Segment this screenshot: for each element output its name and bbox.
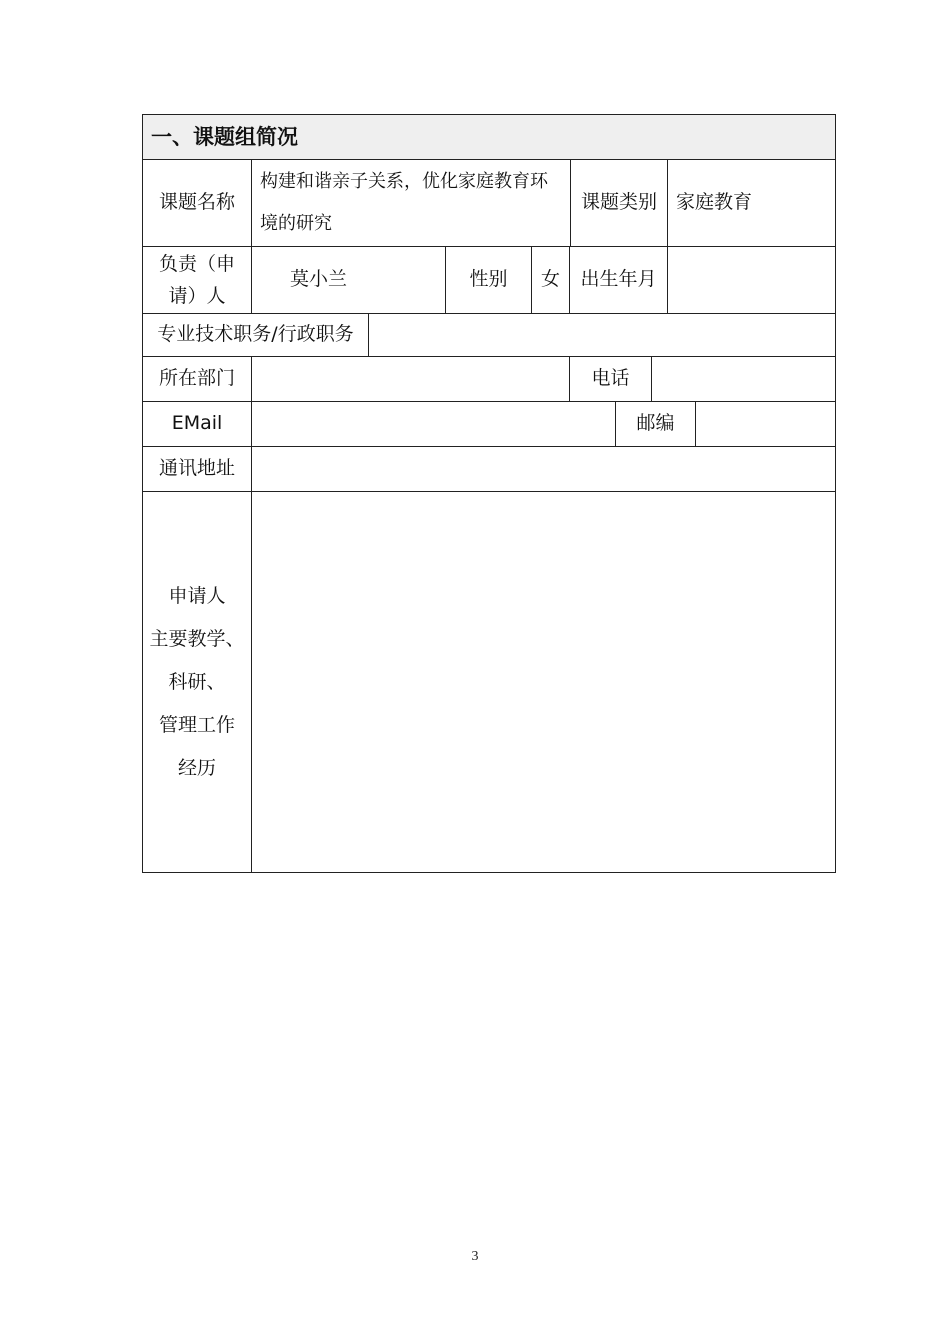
- phone-label-cell: [569, 356, 652, 402]
- birth-label-cell: [569, 246, 668, 314]
- page-number: 3: [471, 1249, 479, 1264]
- phone-field[interactable]: [651, 356, 836, 402]
- professional-title-label: 专业技术职务/行政职务: [157, 323, 354, 346]
- gender-label-cell: [445, 246, 532, 314]
- project-category-value: 家庭教育: [676, 191, 753, 214]
- email-label-cell: [142, 401, 252, 447]
- address-label-cell: [142, 446, 252, 492]
- project-name-label: 课题名称: [158, 191, 235, 214]
- address-label: 通讯地址: [158, 457, 235, 480]
- experience-label-line: 管理工作: [158, 713, 235, 736]
- department-field[interactable]: [251, 356, 570, 402]
- email-label: EMail: [171, 412, 223, 435]
- email-field[interactable]: [251, 401, 616, 447]
- postcode-label-cell: [615, 401, 696, 447]
- experience-label-line: 经历: [177, 756, 216, 779]
- project-name-value: 构建和谐亲子关系，优化家庭教育环境的研究: [260, 171, 548, 234]
- birth-field[interactable]: [667, 246, 836, 314]
- leader-name-value: 莫小兰: [289, 268, 347, 291]
- leader-label: 负责（申请）人: [158, 253, 235, 307]
- gender-label: 性别: [469, 268, 508, 291]
- address-field[interactable]: [251, 446, 836, 492]
- leader-name-field[interactable]: [251, 246, 446, 314]
- birth-label: 出生年月: [580, 268, 657, 291]
- experience-label-line: 主要教学、: [149, 627, 245, 650]
- department-label-cell: [142, 356, 252, 402]
- department-label: 所在部门: [158, 367, 235, 390]
- phone-label: 电话: [591, 367, 630, 390]
- project-category-label-cell: [570, 159, 668, 247]
- section-heading-text: 一、课题组简况: [151, 124, 298, 149]
- leader-label-cell: [142, 246, 252, 314]
- professional-title-label-cell: [142, 313, 369, 357]
- project-category-field[interactable]: [667, 159, 836, 247]
- project-info-form: [142, 114, 836, 873]
- experience-label-line: 科研、: [168, 670, 226, 693]
- gender-value: 女: [540, 268, 560, 291]
- experience-field[interactable]: [251, 491, 836, 873]
- experience-label-line: 申请人: [168, 584, 226, 607]
- postcode-label: 邮编: [636, 412, 675, 435]
- postcode-field[interactable]: [695, 401, 836, 447]
- professional-title-field[interactable]: [368, 313, 836, 357]
- experience-label-cell: [142, 491, 252, 873]
- section-heading: [142, 114, 836, 160]
- project-name-label-cell: [142, 159, 252, 247]
- project-name-field[interactable]: [251, 159, 571, 247]
- project-category-label: 课题类别: [580, 191, 657, 214]
- gender-field[interactable]: [531, 246, 570, 314]
- experience-label: [149, 575, 244, 790]
